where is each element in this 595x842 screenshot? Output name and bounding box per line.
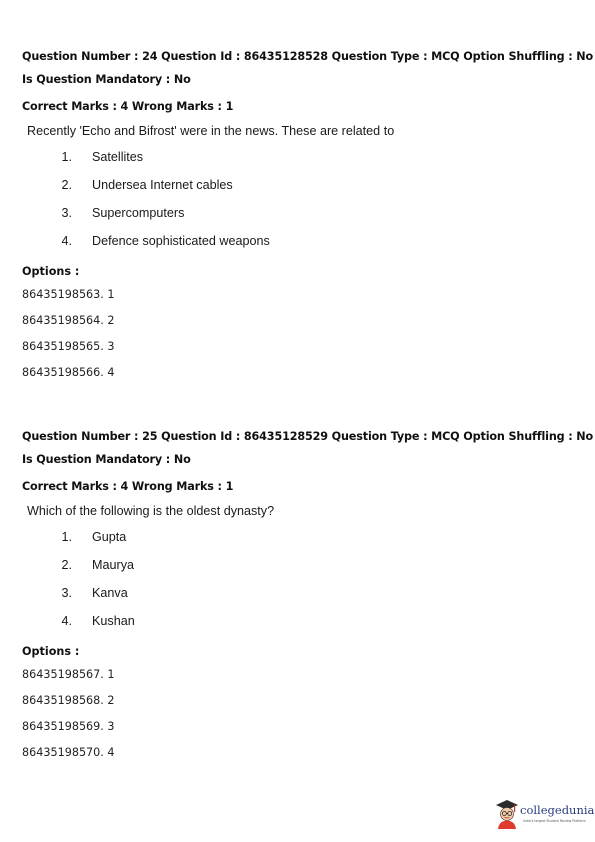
choice-number: 4. (61, 234, 72, 248)
choice-number: 3. (61, 586, 72, 600)
choice-number: 1. (61, 530, 72, 544)
option-id: 86435198563. 1 (22, 288, 115, 301)
logo-wordmark: collegedunia (520, 803, 595, 817)
choice-text: Supercomputers (92, 206, 185, 220)
choice-number: 1. (61, 150, 72, 164)
question-stem: Which of the following is the oldest dynasty? (27, 504, 275, 518)
answer-choice (0, 178, 595, 198)
option-id: 86435198569. 3 (22, 720, 115, 733)
option-id: 86435198565. 3 (22, 340, 115, 353)
answer-choice (0, 614, 595, 634)
question-meta-line: Question Number : 24 Question Id : 86435128528 Question Type : MCQ Option Shuffling : No (22, 50, 594, 63)
option-id: 86435198567. 1 (22, 668, 115, 681)
answer-choice (0, 150, 595, 170)
logo-tagline: India's largest Student Review Platform (523, 819, 586, 823)
answer-choice (0, 558, 595, 578)
choice-text: Kushan (92, 614, 135, 628)
question-marks-line: Correct Marks : 4 Wrong Marks : 1 (22, 100, 234, 113)
options-heading: Options : (22, 645, 80, 658)
question-stem: Recently 'Echo and Bifrost' were in the news. These are related to (27, 124, 395, 138)
choice-text: Satellites (92, 150, 144, 164)
choice-text: Undersea Internet cables (92, 178, 233, 192)
answer-choice (0, 234, 595, 254)
option-id: 86435198564. 2 (22, 314, 115, 327)
answer-choice (0, 206, 595, 226)
question-meta-line: Question Number : 25 Question Id : 86435128529 Question Type : MCQ Option Shuffling : No (22, 430, 594, 443)
question-mandatory-line: Is Question Mandatory : No (22, 73, 191, 86)
collegedunia-logo[interactable] (495, 797, 593, 833)
choice-text: Defence sophisticated weapons (92, 234, 270, 248)
answer-choice (0, 586, 595, 606)
choice-number: 2. (61, 178, 72, 192)
question-mandatory-line: Is Question Mandatory : No (22, 453, 191, 466)
answer-choice (0, 530, 595, 550)
choice-text: Kanva (92, 586, 128, 600)
option-id: 86435198566. 4 (22, 366, 115, 379)
choice-text: Gupta (92, 530, 127, 544)
question-marks-line: Correct Marks : 4 Wrong Marks : 1 (22, 480, 234, 493)
choice-number: 4. (61, 614, 72, 628)
option-id: 86435198568. 2 (22, 694, 115, 707)
choice-number: 2. (61, 558, 72, 572)
choice-number: 3. (61, 206, 72, 220)
option-id: 86435198570. 4 (22, 746, 115, 759)
graduate-mascot-icon (495, 799, 519, 829)
options-heading: Options : (22, 265, 80, 278)
choice-text: Maurya (92, 558, 134, 572)
